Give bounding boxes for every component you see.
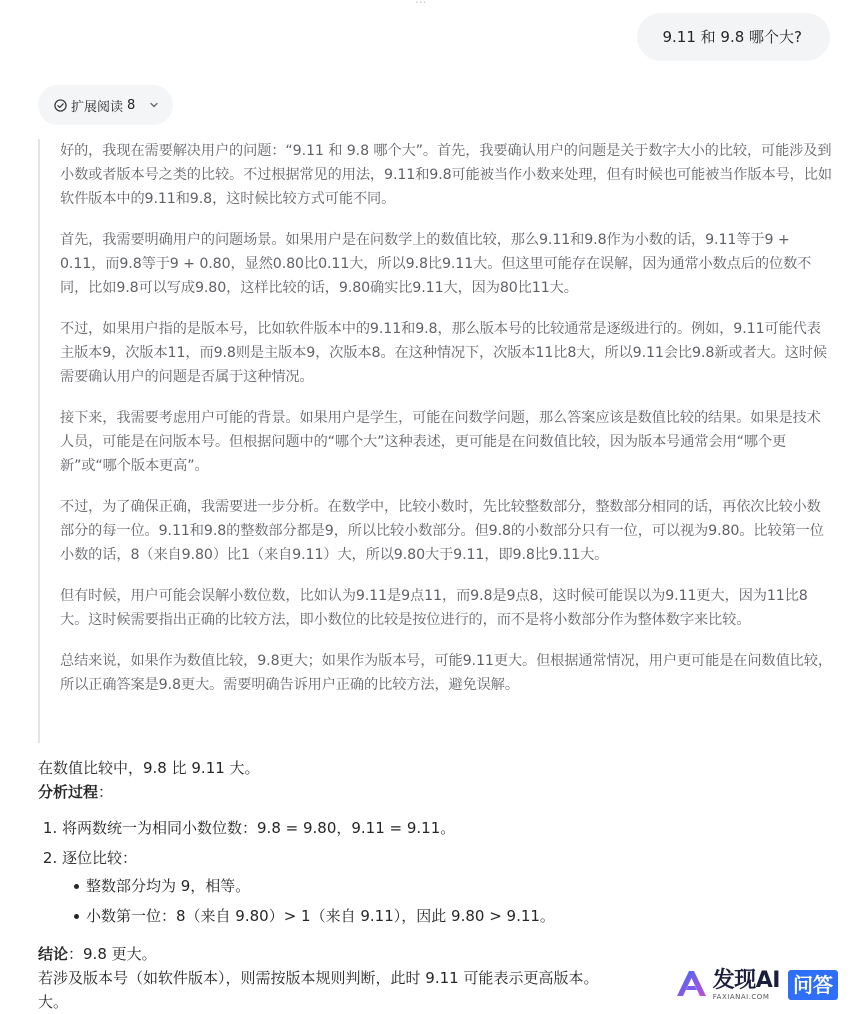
thinking-paragraph: 好的，我现在需要解决用户的问题：“9.11 和 9.8 哪个大”。首先，我要确认用户的问题是关于数字大小的比较，可能涉及到小数或者版本号之类的比较。不过根据常见的用法，9.11和9.8可能被当作小数来处理，但有时候也可能被当作版本号，比如软件版本中的9.11和9.8，这时候比较方式可能不同。 <box>60 143 832 207</box>
thinking-paragraph: 接下来，我需要考虑用户可能的背景。如果用户是学生，可能在问数学问题，那么答案应该是数值比较的结果。如果是技术人员，可能是在问版本号。但根据问题中的“哪个大”这种表述，更可能是在问数值比较，因为版本号通常会用“哪个更新”或“哪个版本更高”。 <box>60 410 821 474</box>
top-fade-text <box>415 0 426 6</box>
thinking-paragraph: 但有时候，用户可能会误解小数位数，比如认为9.11是9点11，而9.8是9点8，这时候可能误以为9.11更大，因为11比8大。这时候需要指出正确的比较方法，即小数位的比较是按位进行的，而不是将小数部分作为整体数字来比较。 <box>60 588 808 628</box>
conclusion-text: ：9.8 更大。 <box>68 945 157 963</box>
conclusion <box>38 942 828 966</box>
thinking-block <box>38 139 832 743</box>
process-colon: ： <box>98 783 114 801</box>
thinking-paragraph: 首先，我需要明确用户的问题场景。如果用户是在问数学上的数值比较，那么9.11和9.8作为小数的话，9.11等于9 + 0.11，而9.8等于9 + 0.80，显然0.80比0.11大，所以9.8比9.11大。但这里可能存在误解，因为通常小数点后的位数不同，比如9.8可以写成9.80，这样比较的话，9.80确实比9.11大，因为80比11大。 <box>60 232 812 296</box>
step-text: 将两数统一为相同小数位数：9.8 = 9.80，9.11 = 9.11。 <box>62 819 456 837</box>
faxian-logo-icon <box>675 968 709 1002</box>
process-title: 分析过程 <box>38 783 99 801</box>
user-message-bubble: 9.11 和 9.8 哪个大? <box>637 13 830 61</box>
step-text: 逐位比较： <box>62 849 138 867</box>
steps-list <box>38 816 828 928</box>
bullet-list <box>62 874 828 928</box>
chevron-down-icon <box>149 100 159 110</box>
extended-reading-label: 扩展阅读 <box>71 99 124 115</box>
watermark-brand <box>713 969 780 1001</box>
watermark-url: FAXIANAI.COM <box>712 993 770 1001</box>
check-circle-icon <box>54 99 67 112</box>
watermark <box>669 966 840 1004</box>
thinking-paragraph: 不过，为了确保正确，我需要进一步分析。在数学中，比较小数时，先比较整数部分，整数部分相同的话，再依次比较小数部分的每一位。9.11和9.8的整数部分都是9，所以比较小数部分。但9.8的小数部分只有一位，可以视为9.80。比较第一位小数的话，8（来自9.80）比1（来自9.11）大，所以9.80大于9.11，即9.8比9.11大。 <box>60 499 824 563</box>
answer-intro: 在数值比较中，9.8 比 9.11 大。 <box>38 759 260 777</box>
version-note: 若涉及版本号（如软件版本），则需按版本规则判断，此时 9.11 可能表示更高版本。 <box>38 969 599 987</box>
list-item <box>62 846 828 928</box>
watermark-name: 发现AI <box>712 968 780 993</box>
version-note-tail: 大。 <box>38 993 69 1011</box>
watermark-qa-badge: 问答 <box>788 970 838 1000</box>
thinking-paragraph: 总结来说，如果作为数值比较，9.8更大；如果作为版本号，可能9.11更大。但根据通常情况，用户更可能是在问数值比较，所以正确答案是9.8更大。需要明确告诉用户正确的比较方法，避免误解。 <box>60 653 832 693</box>
extended-reading-count: 8 <box>127 97 136 113</box>
list-item: 小数第一位：8（来自 9.80）> 1（来自 9.11），因此 9.80 > 9.11。 <box>86 904 828 928</box>
process-heading <box>38 780 828 804</box>
thinking-paragraph: 不过，如果用户指的是版本号，比如软件版本中的9.11和9.8，那么版本号的比较通常是逐级进行的。例如，9.11可能代表主版本9，次版本11，而9.8则是主版本9，次版本8。在这种情况下，次版本11比8大，所以9.11会比9.8新或者大。这时候需要确认用户的问题是否属于这种情况。 <box>60 321 827 385</box>
extended-reading-button[interactable] <box>38 85 173 125</box>
list-item <box>62 816 828 840</box>
list-item: 整数部分均为 9，相等。 <box>86 874 828 898</box>
conclusion-title: 结论 <box>38 945 69 963</box>
